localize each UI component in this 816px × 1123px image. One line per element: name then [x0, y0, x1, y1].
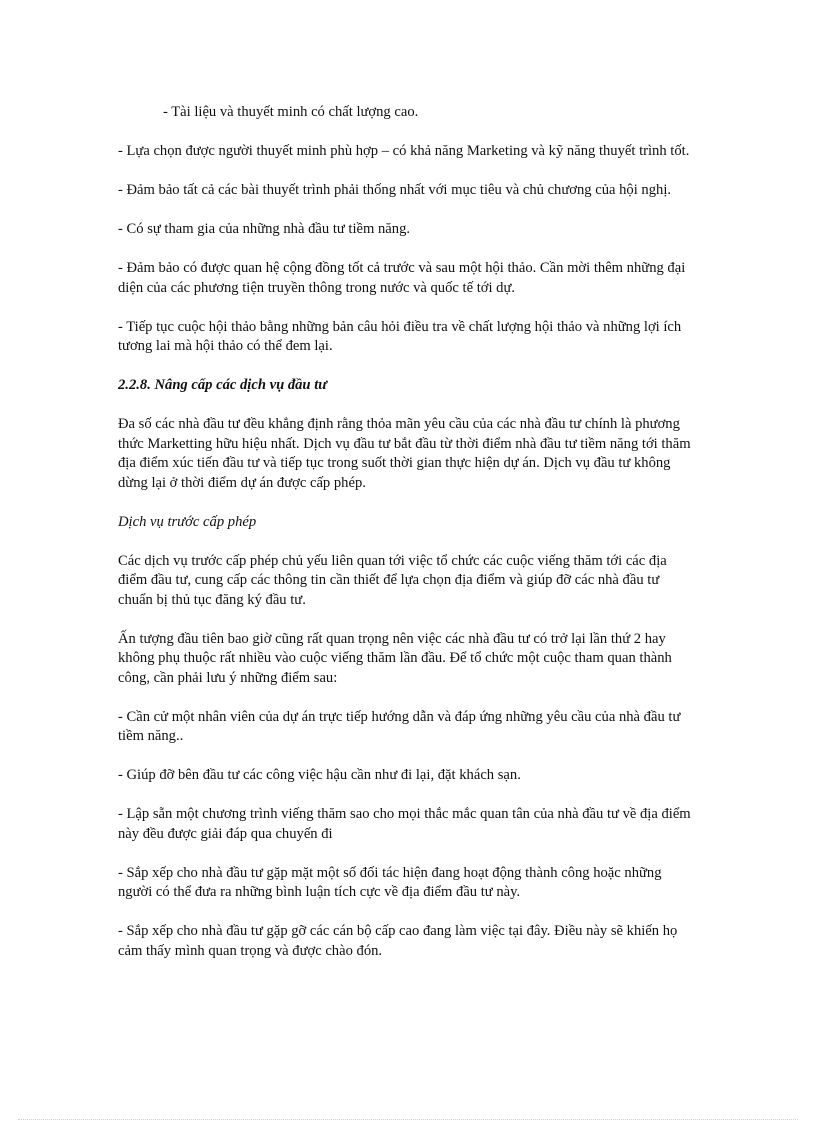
bullet-visit-program: - Lập sẵn một chương trình viếng thăm sao cho mọi thắc mắc quan tân của nhà đầu tư về địa điểm này đều được giải đáp qua chuyến đi [118, 806, 691, 842]
page-bottom-divider [18, 1119, 798, 1120]
bullet-meet-officials: - Sắp xếp cho nhà đầu tư gặp gỡ các cán bộ cấp cao đang làm việc tại đây. Điều này sẽ khiến họ cảm thấy mình quan trọng và được chào đón. [118, 923, 678, 959]
document-body [118, 103, 696, 961]
section-heading: 2.2.8. Nâng cấp các dịch vụ đầu tư [118, 377, 327, 393]
bullet-speaker-selection: - Lựa chọn được người thuyết minh phù hợp – có khả năng Marketing và kỹ năng thuyết trình tốt. [118, 143, 690, 159]
intro-bullet: - Tài liệu và thuyết minh có chất lượng cao. [163, 104, 419, 120]
bullet-project-staff: - Cần cử một nhân viên của dự án trực tiếp hướng dẫn và đáp ứng những yêu cầu của nhà đầu tư tiềm năng.. [118, 708, 681, 744]
bullet-meet-partners: - Sắp xếp cho nhà đầu tư gặp mặt một số đối tác hiện đang hoạt động thành công hoặc những người có thể đưa ra những bình luận tích cực về địa điểm đầu tư này. [118, 864, 662, 900]
bullet-survey-followup: - Tiếp tục cuộc hội thảo bằng những bản câu hỏi điều tra về chất lượng hội thảo và những lợi ích tương lai mà hội thảo có thể đem lại. [118, 318, 682, 354]
bullet-investor-participation: - Có sự tham gia của những nhà đầu tư tiềm năng. [118, 221, 411, 237]
pre-license-paragraph-2: Ấn tượng đầu tiên bao giờ cũng rất quan trọng nên việc các nhà đầu tư có trở lại lần thứ 2 hay không phụ thuộc rất nhiều vào cuộc viếng thăm lần đầu. Để tổ chức một cuộc tham quan thành công, cần phải lưu ý những điểm sau: [118, 630, 672, 686]
bullet-presentation-consistency: - Đảm bảo tất cả các bài thuyết trình phải thống nhất với mục tiêu và chủ chương của hội nghị. [118, 182, 672, 198]
section-paragraph: Đa số các nhà đầu tư đều khẳng định rằng thỏa mãn yêu cầu của các nhà đầu tư chính là phương thức Marketting hữu hiệu nhất. Dịch vụ đầu tư bắt đầu từ thời điểm nhà đầu tư tiềm năng tới thăm địa điểm xúc tiến đầu tư và tiếp tục trong suốt thời gian thực hiện dự án. Dịch vụ đầu tư không dừng lại ở thời điểm dự án được cấp phép. [118, 416, 691, 491]
bullet-logistics: - Giúp đỡ bên đầu tư các công việc hậu cần như đi lại, đặt khách sạn. [118, 767, 521, 783]
bullet-public-relations: - Đảm bảo có được quan hệ cộng đồng tốt cả trước và sau một hội thảo. Cần mời thêm những đại diện của các phương tiện truyền thông trong nước và quốc tế tới dự. [118, 260, 686, 296]
pre-license-paragraph-1: Các dịch vụ trước cấp phép chủ yếu liên quan tới việc tổ chức các cuộc viếng thăm tới các địa điểm đầu tư, cung cấp các thông tin cần thiết để lựa chọn địa điểm và giúp đỡ các nhà đầu tư chuẩn bị thủ tục đăng ký đầu tư. [118, 552, 667, 608]
subheading-pre-license: Dịch vụ trước cấp phép [118, 513, 257, 530]
